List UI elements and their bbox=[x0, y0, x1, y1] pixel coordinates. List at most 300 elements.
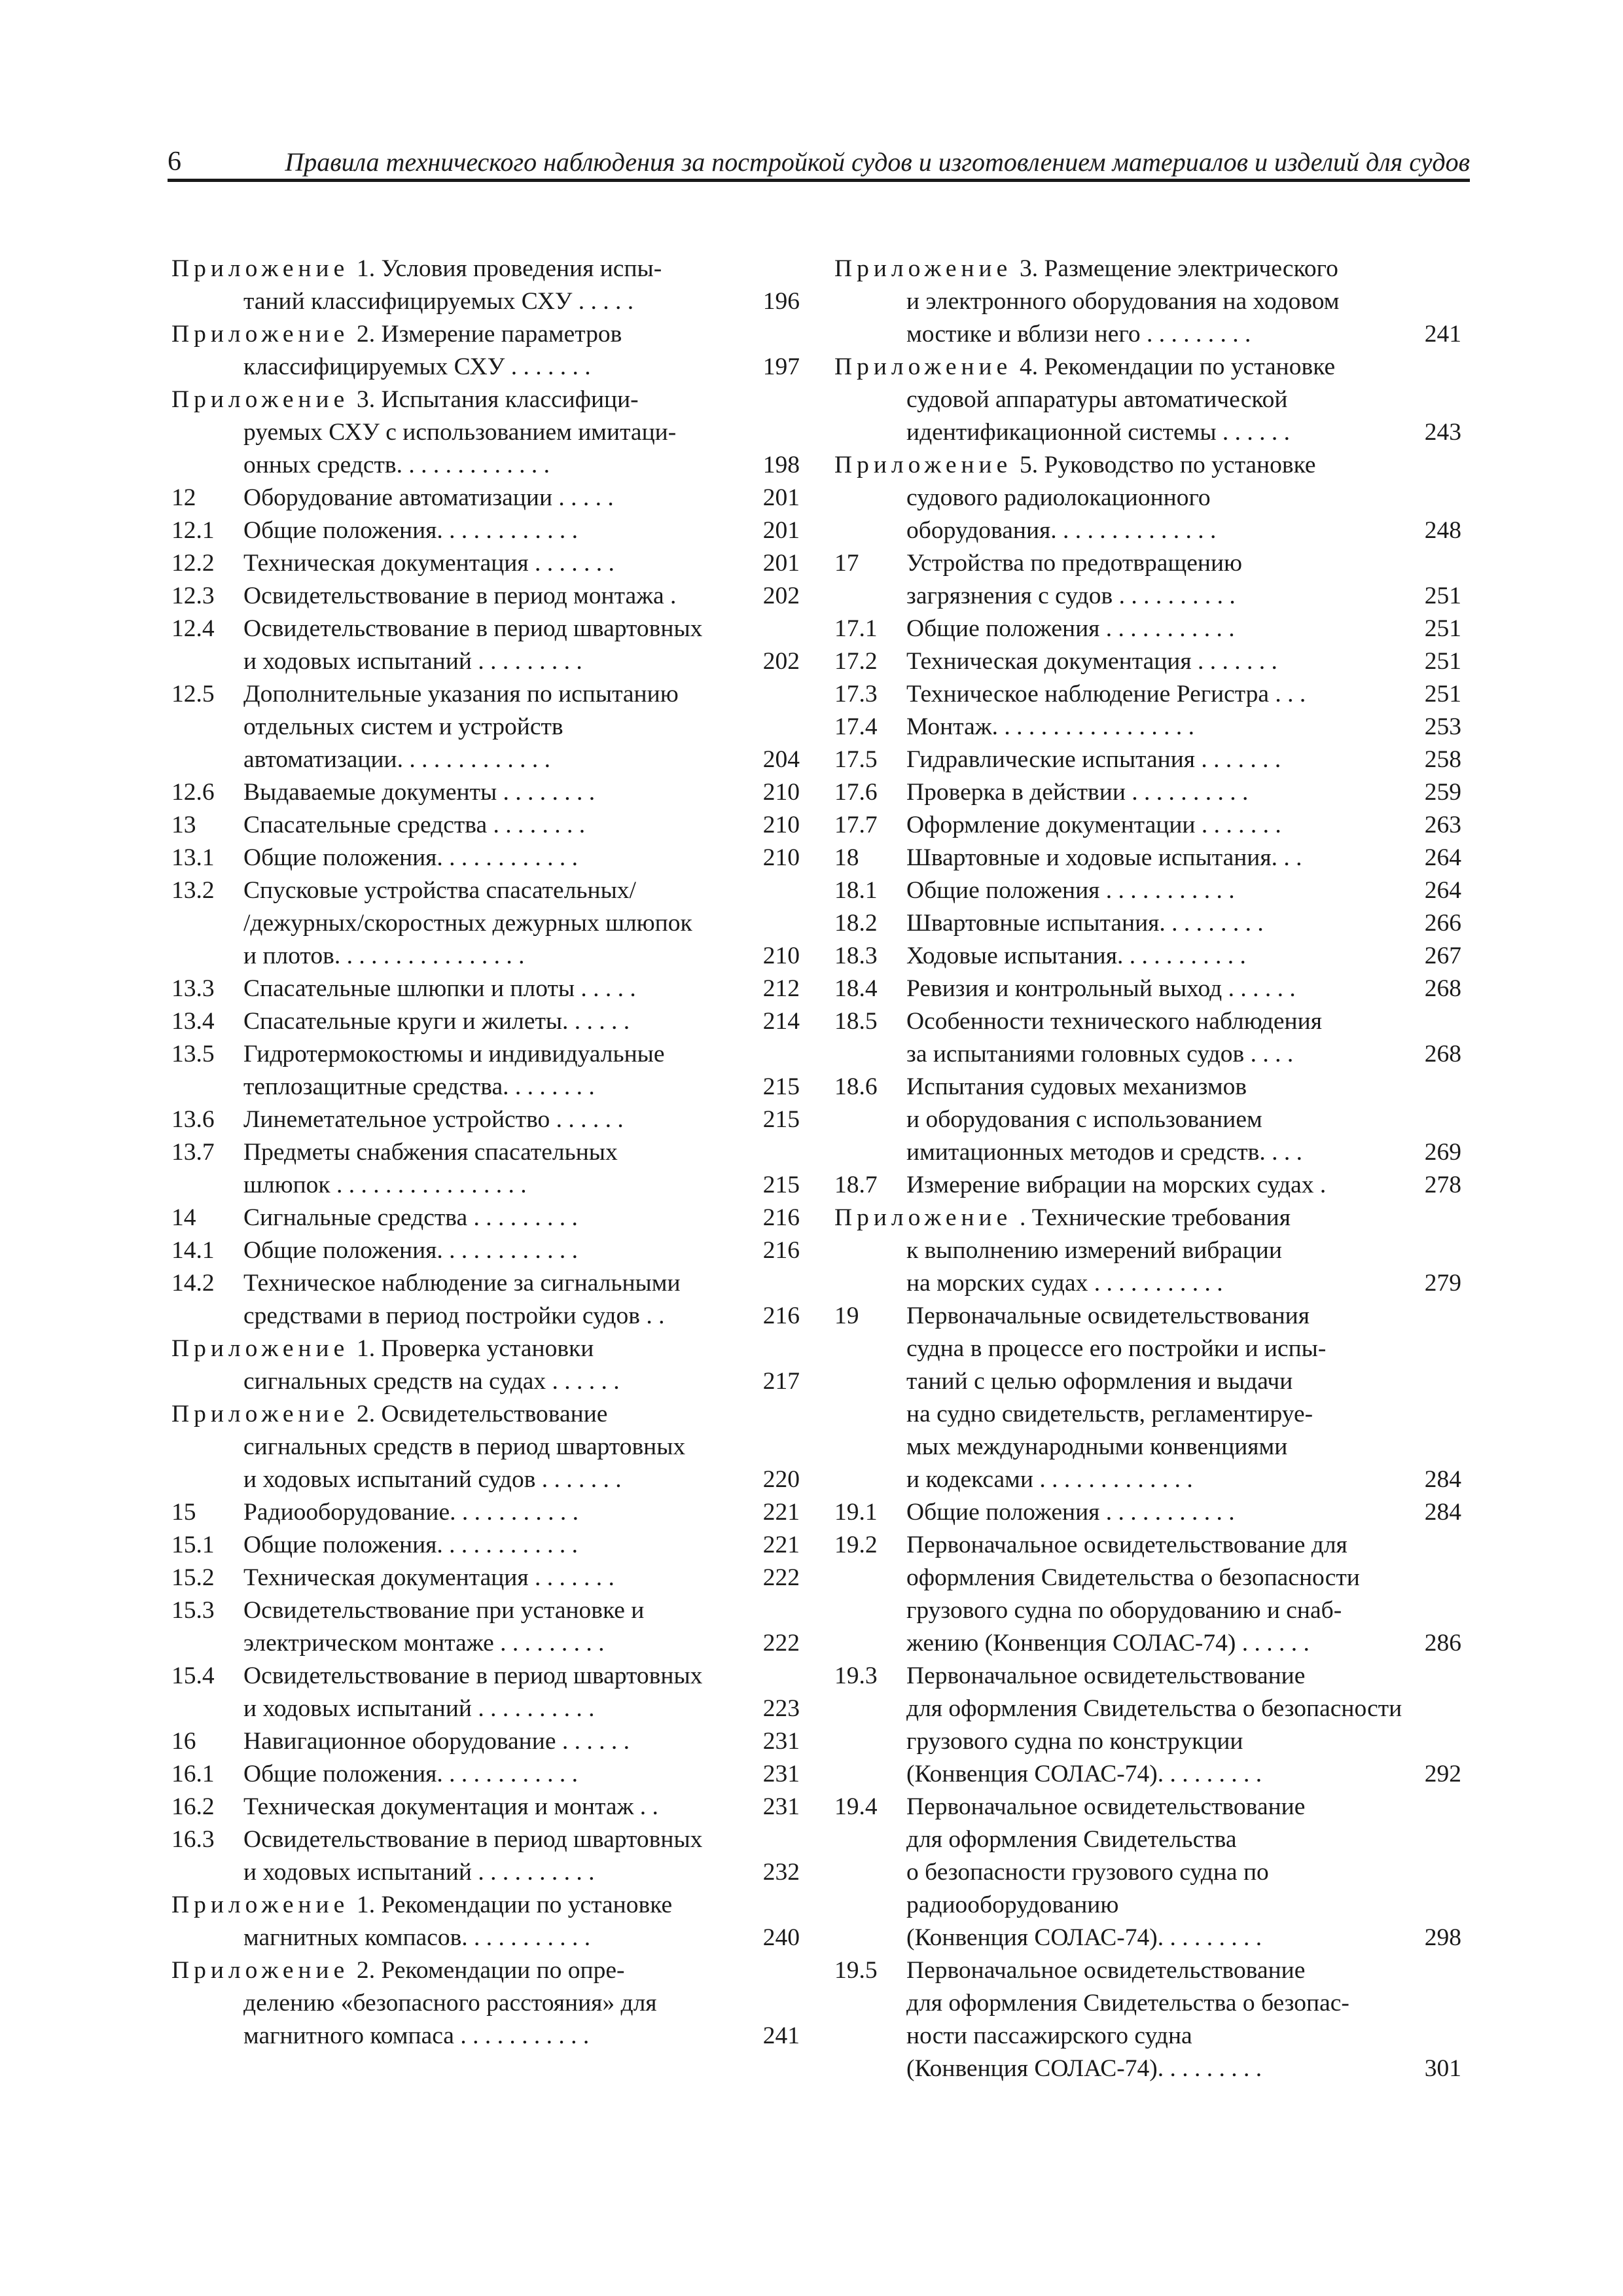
toc-entry-line bbox=[171, 1529, 800, 1562]
toc-entry-line bbox=[834, 1202, 1461, 1234]
toc-entry-line bbox=[834, 1987, 1461, 2020]
toc-entry bbox=[834, 547, 1461, 613]
page-reference: 222 bbox=[762, 1564, 800, 1591]
page-header bbox=[168, 139, 1470, 182]
toc-entry-title-continued: грузового судна по оборудованию и снаб- bbox=[906, 1597, 1342, 1624]
toc-entry-line bbox=[834, 1267, 1461, 1300]
appendix-prefix: Приложение bbox=[171, 1892, 349, 1918]
section-number: 16 bbox=[171, 1728, 196, 1755]
toc-entry-line bbox=[834, 711, 1461, 744]
toc-entry-line bbox=[171, 1431, 800, 1463]
section-number: 18.7 bbox=[834, 1172, 878, 1198]
toc-entry-line bbox=[171, 678, 800, 711]
toc-entry-title-continued: для оформления Свидетельства bbox=[906, 1826, 1237, 1853]
toc-entry bbox=[834, 1660, 1461, 1791]
toc-entry bbox=[834, 1529, 1461, 1660]
toc-entry bbox=[834, 744, 1461, 776]
page-reference: 215 bbox=[762, 1106, 800, 1133]
toc-entry-title: 3. Испытания классифици- bbox=[357, 386, 639, 413]
toc-entry bbox=[171, 1136, 800, 1202]
page-reference: 210 bbox=[762, 844, 800, 871]
toc-entry-title-continued: и ходовых испытаний . . . . . . . . . bbox=[243, 648, 582, 675]
toc-entry bbox=[171, 874, 800, 973]
toc-entry-line bbox=[834, 1922, 1461, 1954]
running-title: Правила технического наблюдения за постройкой судов и изготовлением материалов и изделий для судов bbox=[285, 147, 1470, 177]
section-number: 19.1 bbox=[834, 1499, 878, 1526]
appendix-prefix: Приложение bbox=[171, 255, 349, 282]
toc-entry-title: 3. Размещение электрического bbox=[1020, 255, 1338, 282]
toc-entry-title-continued: мостике и вблизи него . . . . . . . . . bbox=[906, 321, 1251, 348]
page-reference: 259 bbox=[1424, 779, 1461, 806]
toc-entry-line bbox=[171, 1725, 800, 1758]
toc-entry-title-continued: и плотов. . . . . . . . . . . . . . . . bbox=[243, 942, 525, 969]
appendix-prefix: Приложение bbox=[834, 452, 1012, 478]
toc-entry-line bbox=[834, 1660, 1461, 1693]
page-reference: 258 bbox=[1424, 746, 1461, 773]
toc-entry-title: Навигационное оборудование . . . . . . bbox=[243, 1728, 630, 1755]
toc-entry-title-continued: судна в процессе его постройки и испы- bbox=[906, 1335, 1327, 1362]
toc-entry bbox=[171, 1529, 800, 1562]
toc-entry-line bbox=[834, 416, 1461, 449]
toc-entry-line bbox=[834, 384, 1461, 416]
toc-entry bbox=[834, 874, 1461, 907]
section-number: 13.7 bbox=[171, 1139, 215, 1166]
toc-entry-line bbox=[834, 351, 1461, 384]
toc-entry-line bbox=[834, 1889, 1461, 1922]
toc-entry-line bbox=[171, 874, 800, 907]
page-reference: 210 bbox=[762, 812, 800, 838]
toc-entry-title: 1. Рекомендации по установке bbox=[357, 1892, 673, 1918]
toc-entry bbox=[834, 1954, 1461, 2085]
section-number: 12.6 bbox=[171, 779, 215, 806]
page-number: 6 bbox=[168, 147, 181, 177]
toc-entry-line bbox=[834, 1365, 1461, 1398]
toc-entry-title: Швартовные испытания. . . . . . . . . bbox=[906, 910, 1264, 937]
toc-entry-title-continued: для оформления Свидетельства о безопасности bbox=[906, 1695, 1402, 1722]
page-reference: 202 bbox=[762, 648, 800, 675]
toc-entry-title: Техническая документация . . . . . . . bbox=[243, 550, 615, 577]
page-reference: 210 bbox=[762, 779, 800, 806]
toc-entry bbox=[834, 842, 1461, 874]
toc-entry-title: Выдаваемые документы . . . . . . . . bbox=[243, 779, 596, 806]
toc-entry bbox=[834, 449, 1461, 547]
toc-entry-title: Первоначальные освидетельствования bbox=[906, 1302, 1310, 1329]
toc-entry-line bbox=[834, 842, 1461, 874]
toc-entry-line bbox=[171, 1005, 800, 1038]
toc-entry-line bbox=[834, 2020, 1461, 2053]
appendix-prefix: Приложение bbox=[834, 353, 1012, 380]
toc-entry bbox=[171, 1889, 800, 1954]
toc-entry-line bbox=[834, 1496, 1461, 1529]
page-reference: 251 bbox=[1424, 615, 1461, 642]
page-reference: 201 bbox=[762, 517, 800, 544]
toc-entry-title: Общие положения. . . . . . . . . . . . bbox=[243, 517, 579, 544]
toc-entry-line bbox=[834, 940, 1461, 973]
toc-entry-line bbox=[834, 744, 1461, 776]
page-reference: 264 bbox=[1424, 877, 1461, 904]
toc-entry-line bbox=[834, 1463, 1461, 1496]
toc-entry-line bbox=[171, 514, 800, 547]
toc-entry bbox=[171, 384, 800, 482]
toc-entry-line bbox=[171, 1856, 800, 1889]
section-number: 18.2 bbox=[834, 910, 878, 937]
section-number: 17 bbox=[834, 550, 859, 577]
section-number: 13.5 bbox=[171, 1041, 215, 1067]
toc-entry-title-continued: оборудования. . . . . . . . . . . . . . bbox=[906, 517, 1217, 544]
toc-entry-line bbox=[171, 449, 800, 482]
toc-entry-line bbox=[171, 1889, 800, 1922]
page-reference: 264 bbox=[1424, 844, 1461, 871]
toc-entry bbox=[834, 776, 1461, 809]
section-number: 15.3 bbox=[171, 1597, 215, 1624]
toc-entry-line bbox=[834, 1103, 1461, 1136]
toc-entry-title: Гидротермокостюмы и индивидуальные bbox=[243, 1041, 665, 1067]
page-reference: 216 bbox=[762, 1302, 800, 1329]
toc-entry bbox=[171, 1038, 800, 1103]
toc-entry bbox=[171, 482, 800, 514]
toc-entry-title: Сигнальные средства . . . . . . . . . bbox=[243, 1204, 578, 1231]
toc-entry-line bbox=[171, 580, 800, 613]
section-number: 19 bbox=[834, 1302, 859, 1329]
toc-entry bbox=[171, 1398, 800, 1496]
section-number: 15 bbox=[171, 1499, 196, 1526]
toc-entry-line bbox=[834, 1398, 1461, 1431]
toc-entry-title: Первоначальное освидетельствование bbox=[906, 1957, 1306, 1984]
toc-entry-line bbox=[834, 1333, 1461, 1365]
toc-entry-line bbox=[171, 744, 800, 776]
toc-entry bbox=[834, 940, 1461, 973]
page-reference: 240 bbox=[762, 1924, 800, 1951]
toc-entry-title-continued: на морских судах . . . . . . . . . . . bbox=[906, 1270, 1223, 1297]
section-number: 17.6 bbox=[834, 779, 878, 806]
toc-entry-title: Спасательные шлюпки и плоты . . . . . bbox=[243, 975, 636, 1002]
toc-entry-title-continued: и ходовых испытаний . . . . . . . . . . bbox=[243, 1695, 595, 1722]
toc-entry-title-continued: автоматизации. . . . . . . . . . . . . bbox=[243, 746, 550, 773]
toc-entry-title: Дополнительные указания по испытанию bbox=[243, 681, 679, 708]
section-number: 13.2 bbox=[171, 877, 215, 904]
toc-entry-title: Техническая документация . . . . . . . bbox=[243, 1564, 615, 1591]
toc-entry bbox=[834, 678, 1461, 711]
section-number: 13.6 bbox=[171, 1106, 215, 1133]
toc-entry-title-continued: средствами в период постройки судов . . bbox=[243, 1302, 665, 1329]
toc-entry bbox=[834, 973, 1461, 1005]
toc-entry-title-continued: грузового судна по конструкции bbox=[906, 1728, 1243, 1755]
toc-entry-line bbox=[834, 285, 1461, 318]
page-reference: 221 bbox=[762, 1532, 800, 1558]
page-reference: 221 bbox=[762, 1499, 800, 1526]
section-number: 12.5 bbox=[171, 681, 215, 708]
toc-entry bbox=[834, 1169, 1461, 1202]
section-number: 13.3 bbox=[171, 975, 215, 1002]
section-number: 17.7 bbox=[834, 812, 878, 838]
toc-entry-line bbox=[834, 1562, 1461, 1594]
toc-entry-line bbox=[171, 1103, 800, 1136]
toc-entry bbox=[171, 1954, 800, 2053]
toc-entry-title-continued: таний классифицируемых СХУ . . . . . bbox=[243, 288, 634, 315]
section-number: 19.5 bbox=[834, 1957, 878, 1984]
toc-entry-title: Линеметательное устройство . . . . . . bbox=[243, 1106, 624, 1133]
page-reference: 220 bbox=[762, 1466, 800, 1493]
toc-entry-title: Освидетельствование в период швартовных bbox=[243, 615, 703, 642]
toc-entry-line bbox=[834, 318, 1461, 351]
toc-entry-title: Освидетельствование при установке и bbox=[243, 1597, 645, 1624]
toc-entry-title-continued: отдельных систем и устройств bbox=[243, 713, 563, 740]
toc-entry-line bbox=[171, 1496, 800, 1529]
toc-entry bbox=[171, 1660, 800, 1725]
appendix-prefix: Приложение bbox=[171, 1335, 349, 1362]
toc-entry-line bbox=[171, 1660, 800, 1693]
page-reference: 231 bbox=[762, 1761, 800, 1787]
toc-entry-line bbox=[171, 1267, 800, 1300]
toc-entry-title-continued: электрическом монтаже . . . . . . . . . bbox=[243, 1630, 605, 1657]
toc-entry bbox=[171, 1202, 800, 1234]
toc-entry-title: Первоначальное освидетельствование для bbox=[906, 1532, 1347, 1558]
toc-entry-title-continued: для оформления Свидетельства о безопас- bbox=[906, 1990, 1349, 2017]
toc-entry bbox=[171, 1594, 800, 1660]
toc-entry-title-continued: радиооборудованию bbox=[906, 1892, 1119, 1918]
toc-entry-line bbox=[834, 1005, 1461, 1038]
toc-entry-title-continued: идентификационной системы . . . . . . bbox=[906, 419, 1291, 446]
toc-entry-line bbox=[834, 874, 1461, 907]
toc-entry-line bbox=[171, 940, 800, 973]
page-reference: 196 bbox=[762, 288, 800, 315]
toc-entry bbox=[171, 580, 800, 613]
section-number: 16.1 bbox=[171, 1761, 215, 1787]
toc-entry-line bbox=[834, 1823, 1461, 1856]
page-reference: 215 bbox=[762, 1073, 800, 1100]
toc-entry bbox=[171, 1496, 800, 1529]
toc-entry-title: Спасательные средства . . . . . . . . bbox=[243, 812, 586, 838]
toc-entry bbox=[171, 547, 800, 580]
toc-entry-line bbox=[834, 1300, 1461, 1333]
page-reference: 232 bbox=[762, 1859, 800, 1886]
section-number: 14.1 bbox=[171, 1237, 215, 1264]
toc-entry bbox=[171, 514, 800, 547]
toc-entry-line bbox=[834, 580, 1461, 613]
toc-entry bbox=[171, 1333, 800, 1398]
toc-entry bbox=[834, 613, 1461, 645]
page-reference: 243 bbox=[1424, 419, 1461, 446]
toc-entry-line bbox=[834, 1758, 1461, 1791]
toc-entry-title-continued: оформления Свидетельства о безопасности bbox=[906, 1564, 1360, 1591]
section-number: 15.1 bbox=[171, 1532, 215, 1558]
section-number: 15.4 bbox=[171, 1662, 215, 1689]
section-number: 17.5 bbox=[834, 746, 878, 773]
toc-entry-title: Спусковые устройства спасательных/ bbox=[243, 877, 636, 904]
toc-entry bbox=[171, 1562, 800, 1594]
page-reference: 278 bbox=[1424, 1172, 1461, 1198]
toc-entry-line bbox=[171, 1333, 800, 1365]
toc-entry-line bbox=[171, 711, 800, 744]
page-reference: 286 bbox=[1424, 1630, 1461, 1657]
toc-entry-title-continued: теплозащитные средства. . . . . . . . bbox=[243, 1073, 595, 1100]
toc-entry bbox=[171, 809, 800, 842]
toc-entry-line bbox=[171, 1791, 800, 1823]
toc-entry-title-continued: и ходовых испытаний . . . . . . . . . . bbox=[243, 1859, 595, 1886]
section-number: 19.3 bbox=[834, 1662, 878, 1689]
toc-entry-line bbox=[834, 1791, 1461, 1823]
toc-entry-title: Техническое наблюдение за сигнальными bbox=[243, 1270, 681, 1297]
toc-entry-title: Освидетельствование в период монтажа . bbox=[243, 583, 677, 609]
toc-entry-line bbox=[171, 1300, 800, 1333]
toc-entry bbox=[171, 842, 800, 874]
toc-entry-line bbox=[171, 907, 800, 940]
page-reference: 263 bbox=[1424, 812, 1461, 838]
toc-entry-line bbox=[834, 678, 1461, 711]
section-number: 16.2 bbox=[171, 1793, 215, 1820]
toc-entry-line bbox=[171, 416, 800, 449]
toc-entry-title-continued: мых международными конвенциями bbox=[906, 1433, 1288, 1460]
toc-entry-title-continued: и кодексами . . . . . . . . . . . . . bbox=[906, 1466, 1193, 1493]
section-number: 18.6 bbox=[834, 1073, 878, 1100]
page-reference: 279 bbox=[1424, 1270, 1461, 1297]
toc-entry-line bbox=[834, 1136, 1461, 1169]
toc-entry-title: Общие положения. . . . . . . . . . . . bbox=[243, 1237, 579, 1264]
section-number: 15.2 bbox=[171, 1564, 215, 1591]
toc-entry-title-continued: сигнальных средств в период швартовных bbox=[243, 1433, 686, 1460]
toc-entry-title-continued: жению (Конвенция СОЛАС-74) . . . . . . bbox=[906, 1630, 1310, 1657]
header-rule bbox=[168, 179, 1470, 182]
toc-entry-line bbox=[171, 1136, 800, 1169]
toc-entry-line bbox=[171, 1987, 800, 2020]
toc-entry-title-continued: магнитных компасов. . . . . . . . . . . bbox=[243, 1924, 591, 1951]
toc-entry-title: Освидетельствование в период швартовных bbox=[243, 1662, 703, 1689]
page-reference: 248 bbox=[1424, 517, 1461, 544]
page-reference: 231 bbox=[762, 1793, 800, 1820]
toc-entry-title-continued: таний с целью оформления и выдачи bbox=[906, 1368, 1293, 1395]
toc-entry-line bbox=[834, 1856, 1461, 1889]
toc-entry-line bbox=[834, 776, 1461, 809]
toc-entry-title: . Технические требования bbox=[1020, 1204, 1291, 1231]
section-number: 19.4 bbox=[834, 1793, 878, 1820]
toc-entry-title: Предметы снабжения спасательных bbox=[243, 1139, 618, 1166]
toc-entry-title: 1. Проверка установки bbox=[357, 1335, 594, 1362]
toc-entry bbox=[834, 645, 1461, 678]
toc-entry-title-continued: о безопасности грузового судна по bbox=[906, 1859, 1269, 1886]
page-reference: 216 bbox=[762, 1237, 800, 1264]
toc-entry-line bbox=[171, 1071, 800, 1103]
page-reference: 212 bbox=[762, 975, 800, 1002]
toc-entry-title: Освидетельствование в период швартовных bbox=[243, 1826, 703, 1853]
toc-entry-line bbox=[834, 449, 1461, 482]
toc-entry-line bbox=[171, 1922, 800, 1954]
page-reference: 215 bbox=[762, 1172, 800, 1198]
toc-entry-title: 2. Освидетельствование bbox=[357, 1401, 608, 1427]
toc-entry-title-continued: магнитного компаса . . . . . . . . . . . bbox=[243, 2022, 590, 2049]
toc-entry-line bbox=[171, 384, 800, 416]
toc-entry-title-continued: делению «безопасного расстояния» для bbox=[243, 1990, 657, 2017]
page-reference: 268 bbox=[1424, 1041, 1461, 1067]
toc-entry bbox=[171, 318, 800, 384]
toc-entry-title-continued: к выполнению измерений вибрации bbox=[906, 1237, 1282, 1264]
page-reference: 292 bbox=[1424, 1761, 1461, 1787]
toc-entry-title: 4. Рекомендации по установке bbox=[1020, 353, 1336, 380]
toc-entry-line bbox=[171, 1365, 800, 1398]
toc-entry-title: Общие положения . . . . . . . . . . . bbox=[906, 615, 1235, 642]
page-reference: 251 bbox=[1424, 681, 1461, 708]
toc-entry-title: Общие положения. . . . . . . . . . . . bbox=[243, 844, 579, 871]
toc-entry-line bbox=[171, 318, 800, 351]
section-number: 17.3 bbox=[834, 681, 878, 708]
toc-entry-line bbox=[834, 253, 1461, 285]
page-reference: 268 bbox=[1424, 975, 1461, 1002]
toc-entry-line bbox=[171, 482, 800, 514]
toc-entry-line bbox=[171, 1594, 800, 1627]
toc-right-column bbox=[834, 253, 1461, 2085]
page-reference: 253 bbox=[1424, 713, 1461, 740]
page-reference: 223 bbox=[762, 1695, 800, 1722]
toc-entry-line bbox=[834, 973, 1461, 1005]
page-reference: 241 bbox=[762, 2022, 800, 2049]
toc-entry-title-continued: шлюпок . . . . . . . . . . . . . . . . bbox=[243, 1172, 527, 1198]
section-number: 12.3 bbox=[171, 583, 215, 609]
toc-entry-line bbox=[834, 1071, 1461, 1103]
toc-entry-line bbox=[834, 1038, 1461, 1071]
toc-entry-title: 2. Рекомендации по опре- bbox=[357, 1957, 625, 1984]
toc-entry-title: Измерение вибрации на морских судах . bbox=[906, 1172, 1327, 1198]
toc-entry-title: 1. Условия проведения испы- bbox=[357, 255, 662, 282]
toc-entry-line bbox=[834, 1431, 1461, 1463]
toc-entry bbox=[171, 1758, 800, 1791]
toc-entry bbox=[834, 711, 1461, 744]
toc-entry-title: Спасательные круги и жилеты. . . . . . bbox=[243, 1008, 630, 1035]
appendix-prefix: Приложение bbox=[171, 386, 349, 413]
page-reference: 222 bbox=[762, 1630, 800, 1657]
page-reference: 284 bbox=[1424, 1499, 1461, 1526]
toc-entry-title: Техническая документация и монтаж . . bbox=[243, 1793, 658, 1820]
toc-entry bbox=[171, 1267, 800, 1333]
toc-entry bbox=[171, 253, 800, 318]
toc-entry-title-continued: на судно свидетельств, регламентируе- bbox=[906, 1401, 1313, 1427]
section-number: 13.4 bbox=[171, 1008, 215, 1035]
toc-entry-title-continued: руемых СХУ с использованием имитаци- bbox=[243, 419, 677, 446]
toc-entry-line bbox=[834, 2053, 1461, 2085]
toc-entry bbox=[171, 776, 800, 809]
toc-entry-line bbox=[834, 1693, 1461, 1725]
toc-entry bbox=[171, 973, 800, 1005]
section-number: 19.2 bbox=[834, 1532, 878, 1558]
section-number: 18.5 bbox=[834, 1008, 878, 1035]
toc-entry-line bbox=[834, 1594, 1461, 1627]
appendix-prefix: Приложение bbox=[171, 1957, 349, 1984]
section-number: 17.2 bbox=[834, 648, 878, 675]
toc-entry-title: Проверка в действии . . . . . . . . . . bbox=[906, 779, 1249, 806]
toc-entry-title-continued: и оборудования с использованием bbox=[906, 1106, 1262, 1133]
toc-entry-line bbox=[834, 613, 1461, 645]
toc-entry-line bbox=[171, 547, 800, 580]
toc-entry bbox=[171, 1791, 800, 1823]
toc-entry-title: Монтаж. . . . . . . . . . . . . . . . . bbox=[906, 713, 1195, 740]
toc-entry-line bbox=[834, 1529, 1461, 1562]
toc-entry-title-continued: и ходовых испытаний судов . . . . . . . bbox=[243, 1466, 622, 1493]
toc-entry-line bbox=[171, 973, 800, 1005]
section-number: 18.1 bbox=[834, 877, 878, 904]
toc-entry-line bbox=[171, 1463, 800, 1496]
page-reference: 251 bbox=[1424, 583, 1461, 609]
toc-entry bbox=[171, 678, 800, 776]
toc-entry-title: Швартовные и ходовые испытания. . . bbox=[906, 844, 1302, 871]
toc-entry bbox=[834, 351, 1461, 449]
toc-entry bbox=[834, 1300, 1461, 1496]
appendix-prefix: Приложение bbox=[834, 255, 1012, 282]
toc-entry-line bbox=[834, 514, 1461, 547]
toc-entry-line bbox=[171, 776, 800, 809]
toc-entry-line bbox=[171, 1823, 800, 1856]
toc-entry bbox=[834, 1005, 1461, 1071]
toc-entry-title-continued: онных средств. . . . . . . . . . . . . bbox=[243, 452, 550, 478]
section-number: 18 bbox=[834, 844, 859, 871]
toc-entry-line bbox=[834, 1234, 1461, 1267]
